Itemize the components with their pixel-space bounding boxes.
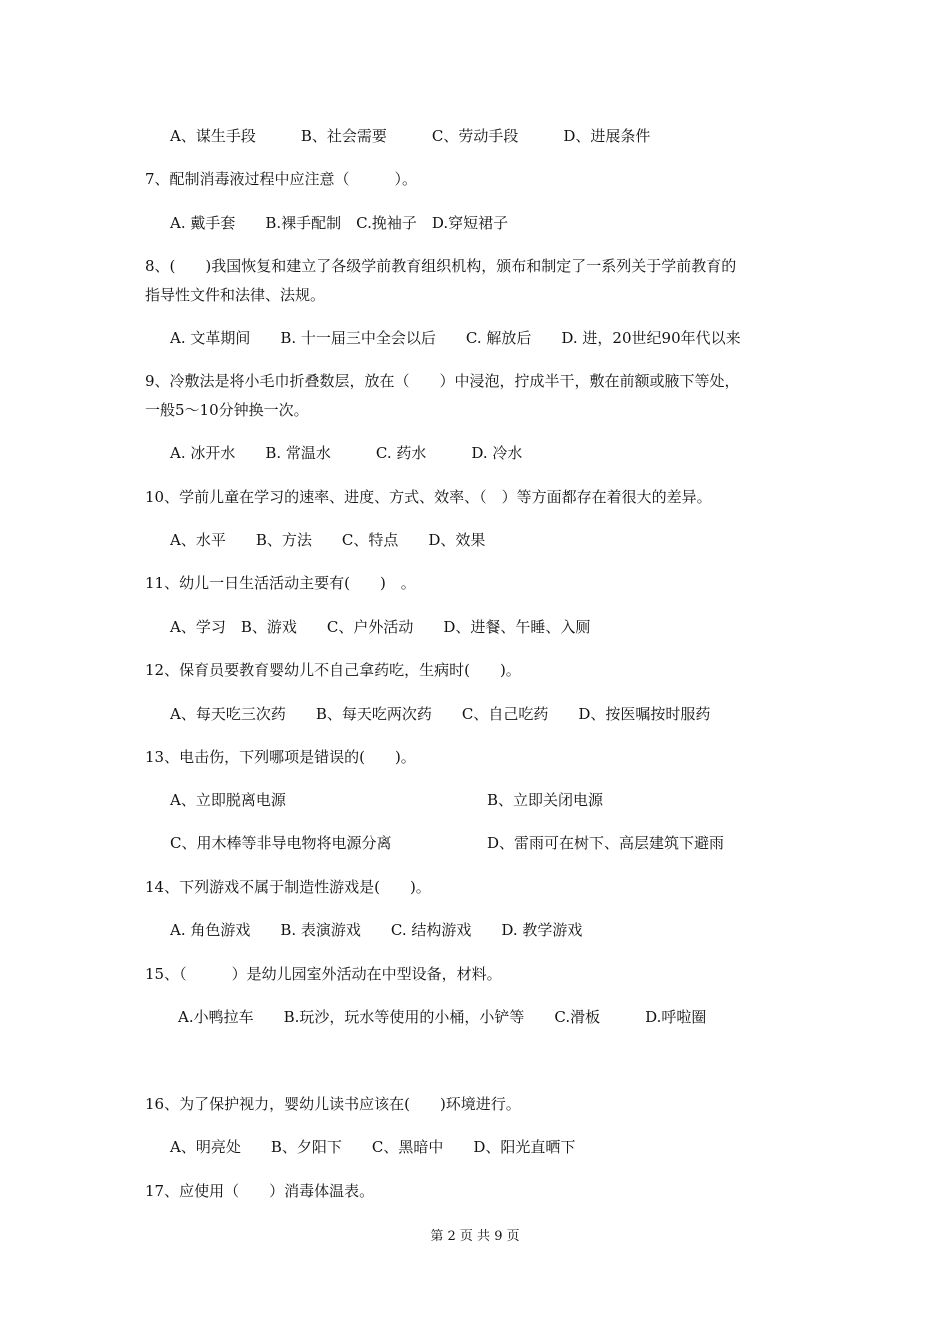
q14-options: A. 角色游戏 B. 表演游戏 C. 结构游戏 D. 教学游戏 (170, 921, 583, 939)
q10-options: A、水平 B、方法 C、特点 D、效果 (170, 531, 486, 549)
q16-options: A、明亮处 B、夕阳下 C、黑暗中 D、阳光直晒下 (170, 1138, 576, 1156)
q13-option-a: A、立即脱离电源 (170, 791, 286, 809)
page-footer: 第 2 页 共 9 页 (430, 1229, 520, 1244)
q9-options: A. 冰开水 B. 常温水 C. 药水 D. 冷水 (170, 444, 523, 462)
q9-question-line1: 9、冷敷法是将小毛巾折叠数层，放在（ ）中浸泡，拧成半干，敷在前额或腋下等处， (145, 372, 740, 390)
q6-options: A、谋生手段 B、社会需要 C、劳动手段 D、进展条件 (170, 127, 651, 145)
q13-question: 13、电击伤，下列哪项是错误的( )。 (145, 748, 416, 766)
q8-options: A. 文革期间 B. 十一届三中全会以后 C. 解放后 D. 进，20世纪90年代以来 (170, 329, 741, 347)
q9-question-line2: 一般5～10分钟换一次。 (145, 401, 309, 419)
q10-question: 10、学前儿童在学习的速率、进度、方式、效率、（ ）等方面都存在着很大的差异。 (145, 488, 712, 506)
q17-question: 17、应使用（ ）消毒体温表。 (145, 1182, 375, 1200)
q7-options: A. 戴手套 B.裸手配制 C.挽袖子 D.穿短裙子 (170, 214, 509, 232)
q13-option-d: D、雷雨可在树下、高层建筑下避雨 (487, 834, 725, 852)
q15-options: A.小鸭拉车 B.玩沙，玩水等使用的小桶，小铲等 C.滑板 D.呼啦圈 (178, 1008, 707, 1026)
q13-option-c: C、用木棒等非导电物将电源分离 (170, 834, 392, 852)
q8-question-line2: 指导性文件和法律、法规。 (145, 286, 326, 304)
q15-question: 15、（ ）是幼儿园室外活动在中型设备，材料。 (145, 965, 502, 983)
q14-question: 14、下列游戏不属于制造性游戏是( )。 (145, 878, 431, 896)
q7-question: 7、配制消毒液过程中应注意（ ）。 (145, 170, 418, 188)
q11-options: A、学习 B、游戏 C、户外活动 D、进餐、午睡、入厕 (170, 618, 591, 636)
q11-question: 11、幼儿一日生活活动主要有( ) 。 (145, 574, 416, 592)
q12-question: 12、保育员要教育婴幼儿不自己拿药吃，生病时( )。 (145, 661, 521, 679)
q16-question: 16、为了保护视力，婴幼儿读书应该在( )环境进行。 (145, 1095, 521, 1113)
q8-question-line1: 8、( )我国恢复和建立了各级学前教育组织机构，颁布和制定了一系列关于学前教育的 (145, 257, 737, 275)
q13-option-b: B、立即关闭电源 (487, 791, 604, 809)
q12-options: A、每天吃三次药 B、每天吃两次药 C、自己吃药 D、按医嘱按时服药 (170, 705, 711, 723)
